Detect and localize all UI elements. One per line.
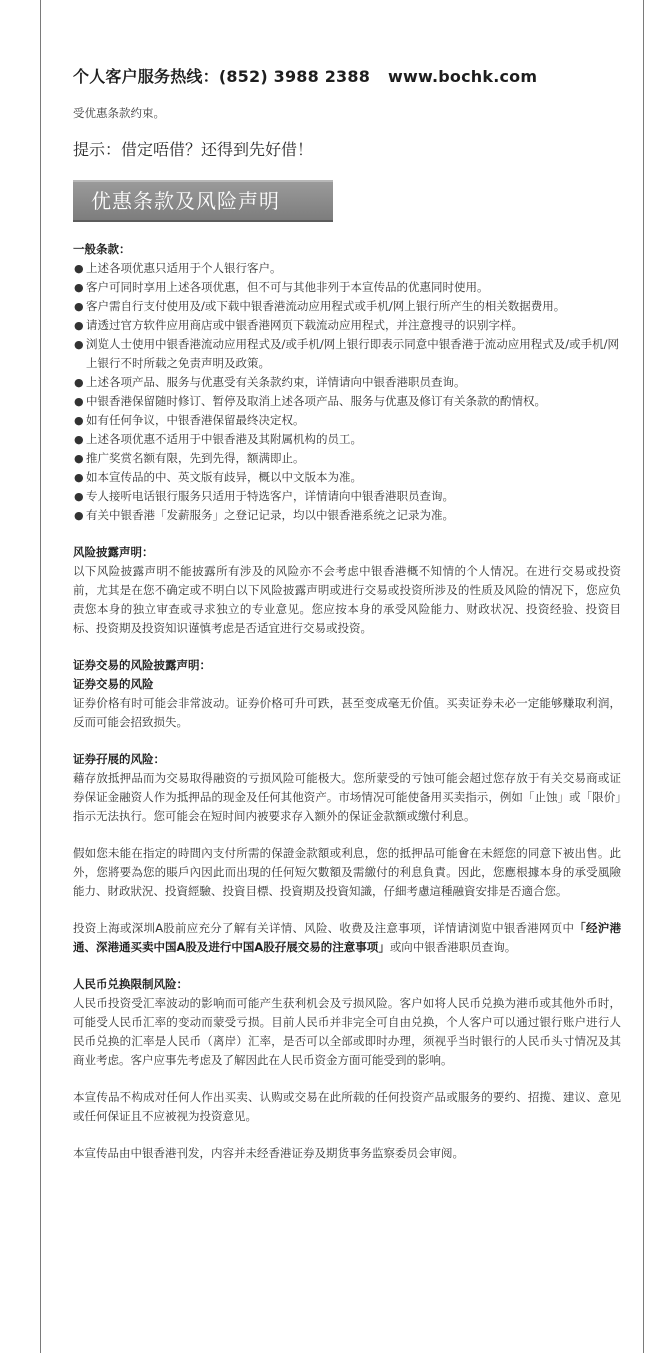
rmb-risk-body: 人民币投资受汇率波动的影响而可能产生获利机会及亏损风险。客户如将人民币兑换为港币或其他外币时，可能受人民币汇率的变动而蒙受亏损。目前人民币并非完全可自由兑换，个人客户可以通过银行账户进行人民币兑换的汇率是人民币（离岸）汇率，是否可以全部或即时办理，须视乎当时银行的人民币头寸情况及其商业考虑。客户应事先考虑及了解因此在人民币资金方面可能受到的影响。 [73, 996, 621, 1067]
a-share-notice-title: 「经沪港通、深港通买卖中国A股及进行中国A股孖展交易的注意事项」 [73, 921, 621, 954]
securities-risk-subheading: 证券交易的风险 [73, 677, 154, 691]
publisher-disclaimer: 本宣传品由中银香港刊发，内容并未经香港证券及期货事务监察委员会审阅。 [73, 1146, 464, 1160]
margin-risk-section [73, 750, 621, 957]
hotline-website: www.bochk.com [388, 67, 538, 86]
list-item: ● 请透过官方软件应用商店或中银香港网页下载流动应用程式，并注意搜寻的识别字样。 [74, 318, 523, 332]
securities-risk-heading: 证券交易的风险披露声明： [73, 658, 211, 672]
a-share-notice: 投资上海或深圳A股前应充分了解有关详情、风险、收费及注意事项，详情请浏览中银香港网页中「经沪港通、深港通买卖中国A股及进行中国A股孖展交易的注意事项」或向中银香港职员查询。 [73, 921, 621, 954]
left-border-line [40, 0, 41, 1353]
list-item: ● 上述各项优惠不适用于中银香港及其附属机构的员工。 [74, 432, 362, 446]
terms-subject-note: 受优惠条款约束。 [73, 106, 165, 120]
list-item: ● 上述各项产品、服务与优惠受有关条款约束，详情请向中银香港职员查询。 [74, 375, 466, 389]
list-item: ● 客户可同时享用上述各项优惠，但不可与其他非列于本宣传品的优惠同时使用。 [74, 280, 489, 294]
investment-disclaimer: 本宣传品不构成对任何人作出买卖、认购或交易在此所载的任何投资产品或服务的要约、招揽、建议、意见或任何保证且不应被视为投资意见。 [73, 1090, 621, 1123]
list-item: ● 专人接听电话银行服务只适用于特选客户，详情请向中银香港职员查询。 [74, 489, 454, 503]
general-terms-heading: 一般条款： [73, 242, 131, 256]
general-terms-section [73, 240, 621, 525]
rmb-risk-heading: 人民币兑换限制风险： [73, 977, 188, 991]
margin-risk-body-1: 藉存放抵押品而为交易取得融资的亏损风险可能极大。您所蒙受的亏蚀可能会超过您存放于有关交易商或证券保证金融资人作为抵押品的现金及任何其他资产。市场情况可能使备用买卖指示，例如「止蚀」或「限价」指示无法执行。您可能会在短时间内被要求存入额外的保证金款额或缴付利息。 [73, 771, 621, 823]
securities-risk-section [73, 656, 621, 732]
general-terms-list [73, 259, 621, 525]
hotline-phone: (852) 3988 2388 [218, 67, 371, 86]
list-item: ● 有关中银香港「发薪服务」之登记记录，均以中银香港系统之记录为准。 [74, 508, 454, 522]
list-item: ● 客户需自行支付使用及/或下载中银香港流动应用程式或手机/网上银行所产生的相关数据费用。 [74, 299, 566, 313]
list-item: ● 如有任何争议，中银香港保留最终决定权。 [74, 413, 305, 427]
right-border-line [643, 0, 644, 1353]
margin-risk-heading: 证券孖展的风险： [73, 752, 165, 766]
list-item: ● 浏览人士使用中银香港流动应用程式及/或手机/网上银行即表示同意中银香港于流动应用程式及/或手机/网上银行不时所载之免责声明及政策。 [74, 337, 619, 370]
risk-disclosure-body: 以下风险披露声明不能披露所有涉及的风险亦不会考虑中银香港概不知情的个人情况。在进行交易或投资前，尤其是在您不确定或不明白以下风险披露声明或进行交易或投资所涉及的性质及风险的情况下，您应负责您本身的独立审查或寻求独立的专业意见。您应按本身的承受风险能力、财政状况、投资经验、投资目标、投资期及投资知识谨慎考虑是否适宜进行交易或投资。 [73, 564, 621, 635]
disclaimer-section [73, 1088, 621, 1163]
securities-risk-body: 证券价格有时可能会非常波动。证券价格可升可跌，甚至变成毫无价值。买卖证券未必一定能够赚取利润，反而可能会招致损失。 [73, 696, 621, 729]
list-item: ● 如本宣传品的中、英文版有歧异，概以中文版本为准。 [74, 470, 362, 484]
rmb-risk-section [73, 975, 621, 1070]
margin-risk-body-2: 假如您未能在指定的時間內支付所需的保證金款額或利息，您的抵押品可能會在未經您的同意下被出售。此外，您將要為您的賬戶內因此而出現的任何短欠數額及需繳付的利息負責。因此，您應根據本身的承受風險能力、財政狀況、投資經驗、投資目標、投資期及投資知識，仔細考慮這種融資安排是否適合您。 [73, 846, 621, 898]
list-item: ● 上述各项优惠只适用于个人银行客户。 [74, 261, 282, 275]
document-body [73, 64, 621, 1163]
hotline-label: 个人客户服务热线： [73, 67, 219, 86]
terms-banner-title: 优惠条款及风险声明 [73, 180, 333, 222]
customer-hotline [73, 64, 621, 90]
risk-disclosure-heading: 风险披露声明： [73, 545, 154, 559]
list-item: ● 中银香港保留随时修订、暂停及取消上述各项产品、服务与优惠及修订有关条款的酌情权。 [74, 394, 546, 408]
borrowing-tip: 提示：借定唔借？还得到先好借！ [73, 140, 314, 159]
risk-disclosure-section [73, 543, 621, 638]
list-item: ● 推广奖赏名额有限，先到先得，额满即止。 [74, 451, 305, 465]
